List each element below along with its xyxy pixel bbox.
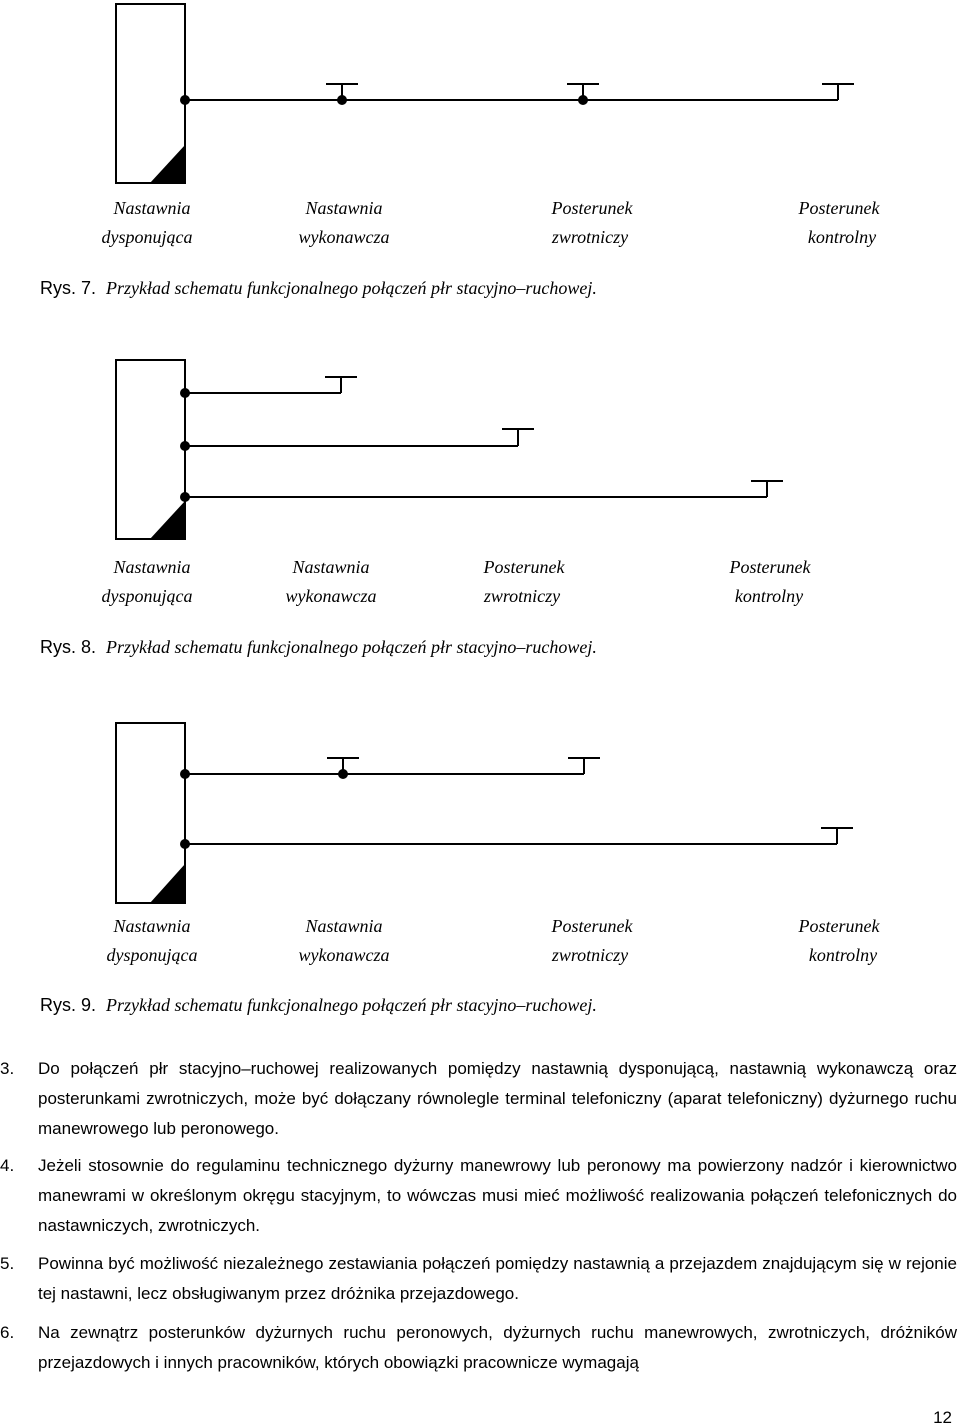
label-nastawnia-dysponujaca-l2: dysponująca (106, 945, 198, 965)
label-posterunek-zwrotniczy-l2: zwrotniczy (551, 945, 629, 965)
schematic-diagram-9 (0, 718, 960, 908)
figure-rys-9 (0, 718, 960, 1028)
paragraph-5 (0, 1249, 957, 1309)
label-posterunek-kontrolny-l1: Posterunek (729, 557, 811, 577)
schematic-diagram-7 (0, 0, 960, 190)
label-posterunek-zwrotniczy-l1: Posterunek (551, 198, 633, 218)
label-nastawnia-wykonawcza-l1: Nastawnia (305, 916, 383, 936)
schematic-diagram-8 (0, 355, 960, 545)
caption-rys-7 (40, 279, 597, 297)
dispatcher-marker-icon (150, 501, 185, 539)
dispatcher-marker-icon (150, 864, 185, 903)
label-posterunek-kontrolny-l1: Posterunek (798, 916, 880, 936)
dispatcher-box (116, 4, 185, 183)
paragraph-text: Powinna być możliwość niezależnego zestawiania połączeń pomiędzy nastawnią a przejazdem znajdującym się w rejonie tej nastawni, lecz obsługiwanym przez dróżnika przejazdowego. (38, 1254, 957, 1303)
label-posterunek-kontrolny-l2: kontrolny (734, 586, 804, 606)
junction-dot (338, 769, 348, 779)
caption-text: Przykład schematu funkcjonalnego połączeń płr stacyjno–ruchowej. (106, 637, 597, 657)
paragraph-number: 5. (0, 1254, 15, 1273)
caption-rys-8 (40, 638, 597, 656)
label-nastawnia-wykonawcza-l2: wykonawcza (285, 586, 377, 606)
label-nastawnia-dysponujaca-l1: Nastawnia (113, 198, 191, 218)
dispatcher-box (116, 360, 185, 539)
label-posterunek-zwrotniczy-l1: Posterunek (551, 916, 633, 936)
label-posterunek-kontrolny-l2: kontrolny (808, 945, 878, 965)
label-nastawnia-dysponujaca-l1: Nastawnia (113, 557, 191, 577)
label-posterunek-zwrotniczy-l2: zwrotniczy (551, 227, 629, 247)
caption-rys-9 (40, 996, 597, 1014)
paragraph-number: 3. (0, 1059, 15, 1078)
caption-text: Przykład schematu funkcjonalnego połączeń płr stacyjno–ruchowej. (106, 995, 597, 1015)
label-nastawnia-dysponujaca-l2: dysponująca (101, 227, 193, 247)
caption-number: Rys. 9. (40, 995, 97, 1015)
label-nastawnia-wykonawcza-l1: Nastawnia (305, 198, 383, 218)
page-number: 12 (933, 1408, 952, 1427)
figure-rys-8 (0, 355, 960, 665)
label-posterunek-kontrolny-l1: Posterunek (798, 198, 880, 218)
label-nastawnia-dysponujaca-l2: dysponująca (101, 586, 193, 606)
junction-dot (337, 95, 347, 105)
label-posterunek-zwrotniczy-l2: zwrotniczy (483, 586, 561, 606)
junction-dot (578, 95, 588, 105)
label-nastawnia-wykonawcza-l1: Nastawnia (292, 557, 370, 577)
paragraph-text: Do połączeń płr stacyjno–ruchowej realizowanych pomiędzy nastawnią dysponującą, nastawnią wykonawczą oraz posterunkami zwrotniczych, może być dołączany równolegle terminal telefoniczny (aparat telefoniczny) dyżurnego ruchu manewrowego lub peronowego. (38, 1059, 957, 1138)
caption-text: Przykład schematu funkcjonalnego połączeń płr stacyjno–ruchowej. (106, 278, 597, 298)
paragraph-number: 6. (0, 1323, 15, 1342)
label-nastawnia-dysponujaca-l1: Nastawnia (113, 916, 191, 936)
label-nastawnia-wykonawcza-l2: wykonawcza (298, 227, 390, 247)
paragraph-text: Jeżeli stosownie do regulaminu technicznego dyżurny manewrowy lub peronowy ma powierzony nadzór i kierownictwo manewrami w określonym okręgu stacyjnym, to wówczas musi mieć możliwość realizowania połączeń telefonicznych do nastawniczych, zwrotniczych. (38, 1156, 957, 1235)
label-posterunek-kontrolny-l2: kontrolny (807, 227, 877, 247)
caption-number: Rys. 8. (40, 637, 97, 657)
junction-dot (180, 95, 190, 105)
label-posterunek-zwrotniczy-l1: Posterunek (483, 557, 565, 577)
paragraph-6 (0, 1318, 957, 1378)
figure-rys-7 (0, 0, 960, 310)
dispatcher-marker-icon (150, 145, 185, 183)
label-nastawnia-wykonawcza-l2: wykonawcza (298, 945, 390, 965)
paragraph-4 (0, 1151, 957, 1241)
paragraph-text: Na zewnątrz posterunków dyżurnych ruchu peronowych, dyżurnych ruchu manewrowych, zwrotniczych, dróżników przejazdowych i innych pracowników, których obowiązki pracownicze wymagają (38, 1323, 957, 1372)
caption-number: Rys. 7. (40, 278, 97, 298)
paragraph-number: 4. (0, 1156, 15, 1175)
paragraph-3 (0, 1054, 957, 1144)
